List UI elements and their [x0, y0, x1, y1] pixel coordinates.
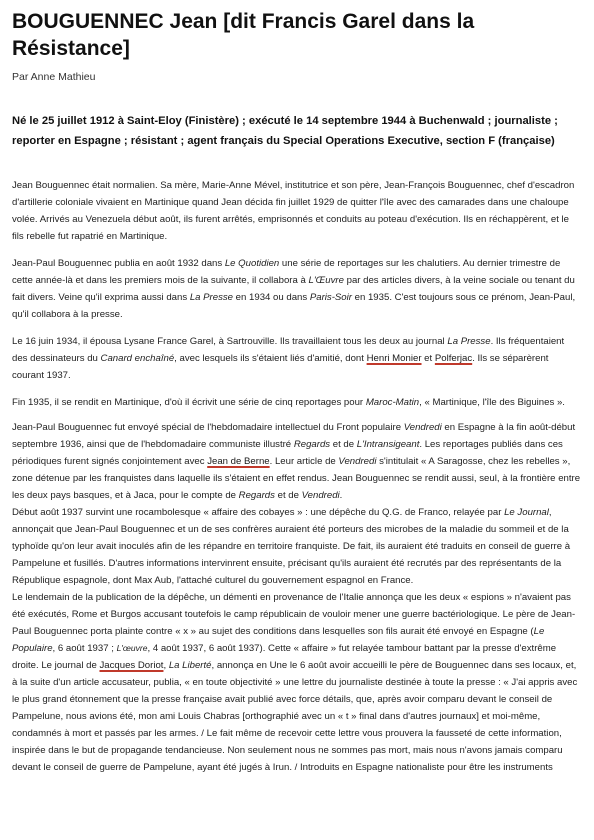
publication-title: La Liberté	[168, 660, 212, 671]
publication-title: L'Intransigeant	[356, 439, 420, 450]
article-author: Par Anne Mathieu	[12, 71, 96, 83]
publication-title: Vendredi	[301, 490, 340, 501]
link-henri-monier[interactable]: Henri Monier	[366, 353, 422, 364]
publication-title: L'Œuvre	[308, 275, 344, 286]
paragraph-origins: Jean Bouguennec était normalien. Sa mère, Marie-Anne Mével, institutrice et son père, Jean-François Bouguennec, chef d'escadron d'artillerie coloniale vivaient en Martinique quand Jean décida fin juillet 1929 de quitter l'île avec des camarades dans une chaloupe volée. Arrivés au Venezuela début août, ils furent arrêtés, emprisonnés et conduits au poteau d'exécution. Ils en réchappèrent, et le fils rebelle fut rapatrié en Martinique.	[12, 180, 575, 242]
paragraph-denial: Le lendemain de la publication de la dépêche, un démenti en provenance de l'Italie annonça que les deux « espions » n'avaient pas été exécutés, Rome et Burgos accusant toutefois le camp républicain de vouloir mener une guerre bactériologique. Le père de Jean-Paul Bouguennec porta plainte contre « x » au sujet des conditions dans lesquelles son fils aurait été envoyé en Espagne (Le Populaire, 6 août 1937 ; L'œuvre, 4 août 1937, 6 août 1937). Cette « affaire » fut relayée tambour battant par la presse d'extrême droite. Le journal de Jacques Doriot, La Liberté, annonça en Une le 6 août avoir accueilli le père de Bouguennec dans ses locaux, et, à la suite d'un article accusateur, publia, « en toute objectivité » une lettre du journaliste destinée à toute la presse : « J'ai appris avec le plus grand étonnement que la presse française avait publié avec force détails, que, après avoir comparu devant le conseil de Pampelune, nous avions été, mon ami Louis Chabras [orthographié avec un « t » final dans d'autres journaux] et moi-même, condamnés à mort et passés par les armes. / Le fait même de recevoir cette lettre vous prouvera la fausseté de cette information, inspirée dans le but de propagande tendancieuse. Non seulement nous ne sommes pas mort, mais nous n'avons jamais comparu devant le conseil de guerre de Pampelune, ayant été jugés à Irun. / Introduits en Espagne nationaliste pour être les instruments	[12, 592, 578, 773]
paragraph-cobayes-affair: Début août 1937 survint une rocambolesque « affaire des cobayes » : une dépêche du Q.G. de Franco, relayée par Le Journal, annonçait que Jean-Paul Bouguennec et un de ses confrères auraient été porteurs des microbes de la maladie du sommeil et de la typhoïde qu'on leur avait inoculés afin de les répandre en territoire franquiste. De fait, ils auraient été traduits en conseil de guerre à Pampelune et fusillés. D'autres informations intervinrent ensuite, précisant qu'ils auraient été recrutés par des représentants de la République espagnole, dont Max Aub, l'attaché culturel du gouvernement espagnol en France.	[12, 507, 571, 586]
paragraph-early-career: Jean-Paul Bouguennec publia en août 1932 dans Le Quotidien une série de reportages sur les chalutiers. Au dernier trimestre de cette année-là et dans les premiers mois de la suivante, il collabora à L'Œuvre par des articles divers, à la veine sociale ou tenant du fait divers. Veine qu'il exprima aussi dans La Presse en 1934 ou dans Paris-Soir en 1935. C'est toujours sous ce prénom, Jean-Paul, qu'il collabora à la presse.	[12, 258, 576, 320]
publication-title: Maroc-Matin	[365, 397, 420, 408]
article-title: BOUGUENNEC Jean [dit Francis Garel dans la Résistance]	[12, 10, 475, 60]
publication-title: Vendredi	[403, 422, 442, 433]
publication-title: Le Journal	[504, 507, 549, 518]
article-summary: Né le 25 juillet 1912 à Saint-Eloy (Finistère) ; exécuté le 14 septembre 1944 à Buchenwald ; journaliste ; reporter en Espagne ; résistant ; agent français du Special Operations Executive, section F (française)	[12, 115, 558, 147]
publication-title: Le Quotidien	[224, 258, 280, 269]
link-jacques-doriot[interactable]: Jacques Doriot	[99, 660, 164, 671]
paragraph-martinique: Fin 1935, il se rendit en Martinique, d'où il écrivit une série de cinq reportages pour Maroc-Matin, « Martinique, l'île des Biguines ».	[12, 397, 565, 408]
publication-title: La Presse	[189, 292, 234, 303]
publication-title: Le Populaire	[12, 626, 545, 654]
publication-title: Vendredi	[338, 456, 377, 467]
link-jean-de-berne[interactable]: Jean de Berne	[207, 456, 270, 467]
link-polferjac[interactable]: Polferjac	[434, 353, 473, 364]
publication-title: Regards	[238, 490, 275, 501]
paragraph-marriage: Le 16 juin 1934, il épousa Lysane France Garel, à Sartrouville. Ils travaillaient tous les deux au journal La Presse. Ils fréquentaient des dessinateurs du Canard enchaîné, avec lesquels ils s'étaient liés d'amitié, dont Henri Monier et Polferjac. Ils se séparèrent courant 1937.	[12, 336, 565, 381]
publication-title: Regards	[293, 439, 331, 450]
publication-title: La Presse	[447, 336, 491, 347]
publication-title: Paris-Soir	[309, 292, 352, 303]
article-body	[12, 177, 582, 776]
publication-title: Canard enchaîné	[100, 353, 175, 364]
publication-title: L'œuvre	[116, 643, 148, 653]
paragraph-spain-reporting: Jean-Paul Bouguennec fut envoyé spécial de l'hebdomadaire intellectuel du Front populaire Vendredi en Espagne à la fin août-début septembre 1936, ainsi que de l'hebdomadaire communiste illustré Regards et de L'Intransigeant. Les reportages publiés dans ces périodiques furent signés conjointement avec Jean de Berne. Leur article de Vendredi s'intitulait « A Saragosse, chez les rebelles », zone détenue par les franquistes dans laquelle ils s'étaient en effet rendus. Jean Bouguennec se rendit aussi, seul, à la frontière entre les deux pays basques, et à Jaca, pour le compte de Regards et de Vendredi.	[12, 422, 581, 501]
